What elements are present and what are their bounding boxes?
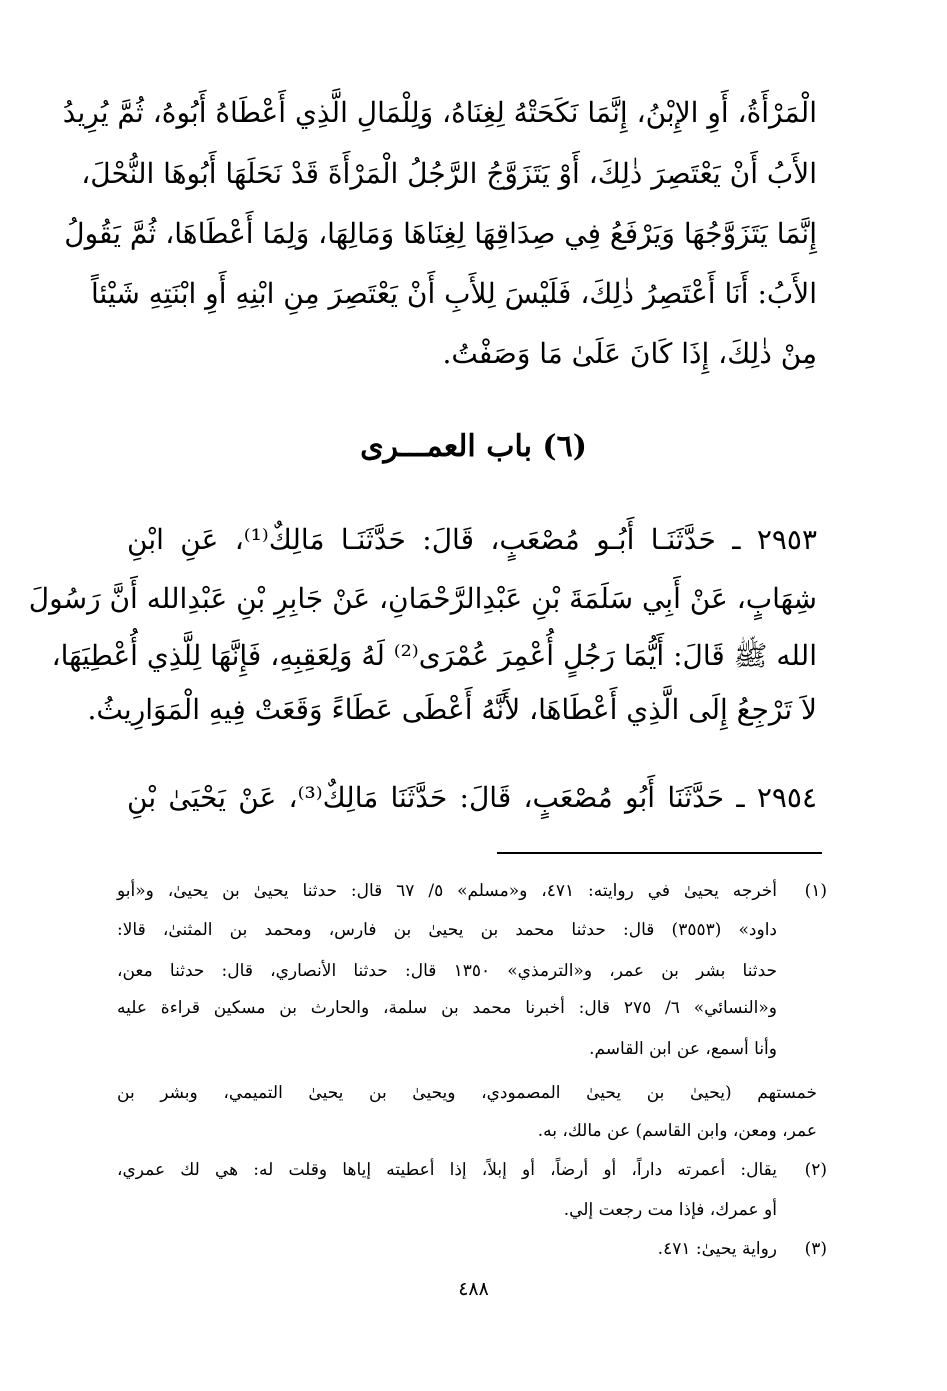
footnote-2-line <box>117 1197 817 1227</box>
hadith-2954-line: ٢٩٥٤ ـ حَدَّثَنَا أَبُو مُصْعَبٍ، قَالَ: حَدَّثَنَا مَالِكٌ⁽³⁾، عَنْ يَحْيَىٰ بْنِ <box>127 781 817 814</box>
footnote-1-line <box>117 1036 817 1066</box>
section-heading: (٦) باب العمـــرى <box>360 429 587 464</box>
footnote-note-line: عمر، ومعن، وابن القاسم) عن مالك، به. <box>537 1121 817 1141</box>
hadith-2953-line: شِهَابٍ، عَنْ أَبِي سَلَمَةَ بْنِ عَبْدِالرَّحْمَانِ، عَنْ جَابِرِ بْنِ عَبْدِالله أَنَّ رَسُولَ <box>28 582 817 615</box>
footnote-line: وأنا أسمع، عن ابن القاسم. <box>589 1039 777 1059</box>
body-line: إِنَّمَا يَتَزَوَّجُهَا وَيَرْفَعُ فِي صِدَاقِهَا لِغِنَاهَا وَمَالِهَا، وَلِمَا أَعْطَاهَا، ثُمَّ يَقُولُ <box>64 217 817 250</box>
footnote-line: يقال: أعمرته داراً، أو أرضاً، أو إبلاً، إذا أعطيته إياها وقلت له: هي لك عمري، <box>117 1160 777 1180</box>
body-line: مِنْ ذٰلِكَ، إِذَا كَانَ عَلَىٰ مَا وَصَفْتُ. <box>442 337 817 370</box>
body-line: الأَبُ: أَنَا أَعْتَصِرُ ذٰلِكَ، فَلَيْسَ لِلأَبِ أَنْ يَعْتَصِرَ مِنِ ابْنِهِ أَوِ ابْنَتِهِ شَيْئاً <box>91 277 817 310</box>
footnote-line: رواية يحيىٰ: ٤٧١. <box>657 1239 777 1259</box>
body-line: الأَبُ أَنْ يَعْتَصِرَ ذٰلِكَ، أَوْ يَتَزَوَّجُ الرَّجُلُ الْمَرْأَةَ قَدْ نَحَلَهَا أَبُوهَا النُّحْلَ، <box>81 157 817 190</box>
footnote-1-line <box>117 995 817 1025</box>
footnote-number: (٣) <box>804 1239 827 1259</box>
footnote-separator <box>497 852 822 854</box>
hadith-2953-line: ٢٩٥٣ ـ حَدَّثَنَـا أَبُـو مُصْعَبٍ، قَالَ: حَدَّثَنَـا مَالِكٌ⁽¹⁾، عَنِ ابْنِ <box>127 523 817 556</box>
footnote-note-line: خمستهم (يحيىٰ بن يحيىٰ المصمودي، ويحيىٰ بن يحيىٰ التميمي، وبشر بن <box>117 1083 817 1103</box>
footnote-3 <box>117 1236 827 1266</box>
body-line: الْمَرْأَةُ، أَوِ الإِبْنُ، إِنَّمَا نَكَحَتْهُ لِغِنَاهُ، وَلِلْمَالِ الَّذِي أَعْطَاهُ أَبُوهُ، ثُمَّ يُرِيدُ <box>62 96 817 129</box>
footnote-1 <box>117 878 827 908</box>
footnote-2 <box>117 1157 827 1187</box>
footnote-1-line <box>117 958 817 988</box>
footnote-line: و«النسائي» ٦/ ٢٧٥ قال: أخبرنا محمد بن سلمة، والحارث بن مسكين قراءة عليه <box>117 998 777 1018</box>
footnote-1-line <box>117 917 817 947</box>
page-number: ٤٨٨ <box>458 1278 489 1300</box>
footnote-line: داود» (٣٥٥٣) قال: حدثنا محمد بن يحيىٰ بن فارس، ومحمد بن المثنىٰ، قالا: <box>117 920 777 940</box>
footnote-line: أخرجه يحيىٰ في روايته: ٤٧١، و«مسلم» ٥/ ٦٧ قال: حدثنا يحيىٰ بن يحيىٰ، و«أبو <box>117 881 778 901</box>
footnote-1-note <box>117 1118 817 1148</box>
hadith-2953-line: لاَ تَرْجِعُ إِلَى الَّذِي أَعْطَاهَا، لأَنَّهُ أَعْطَى عَطَاءً وَقَعَتْ فِيهِ الْمَوَارِيثُ. <box>87 693 817 726</box>
hadith-2953-line: الله ﷺ قَالَ: أَيُّمَا رَجُلٍ أُعْمِرَ عُمْرَى⁽²⁾ لَهُ وَلِعَقِبِهِ، فَإِنَّهَا لِلَّذِي أُعْطِيَهَا، <box>51 639 817 672</box>
footnote-number: (٢) <box>804 1160 827 1180</box>
footnote-line: أو عمرك، فإذا مت رجعت إلي. <box>563 1200 777 1220</box>
footnote-number: (١) <box>804 881 827 901</box>
footnote-1-note <box>117 1080 817 1110</box>
footnote-line: حدثنا بشر بن عمر، و«الترمذي» ١٣٥٠ قال: حدثنا الأنصاري، قال: حدثنا معن، <box>117 961 777 981</box>
